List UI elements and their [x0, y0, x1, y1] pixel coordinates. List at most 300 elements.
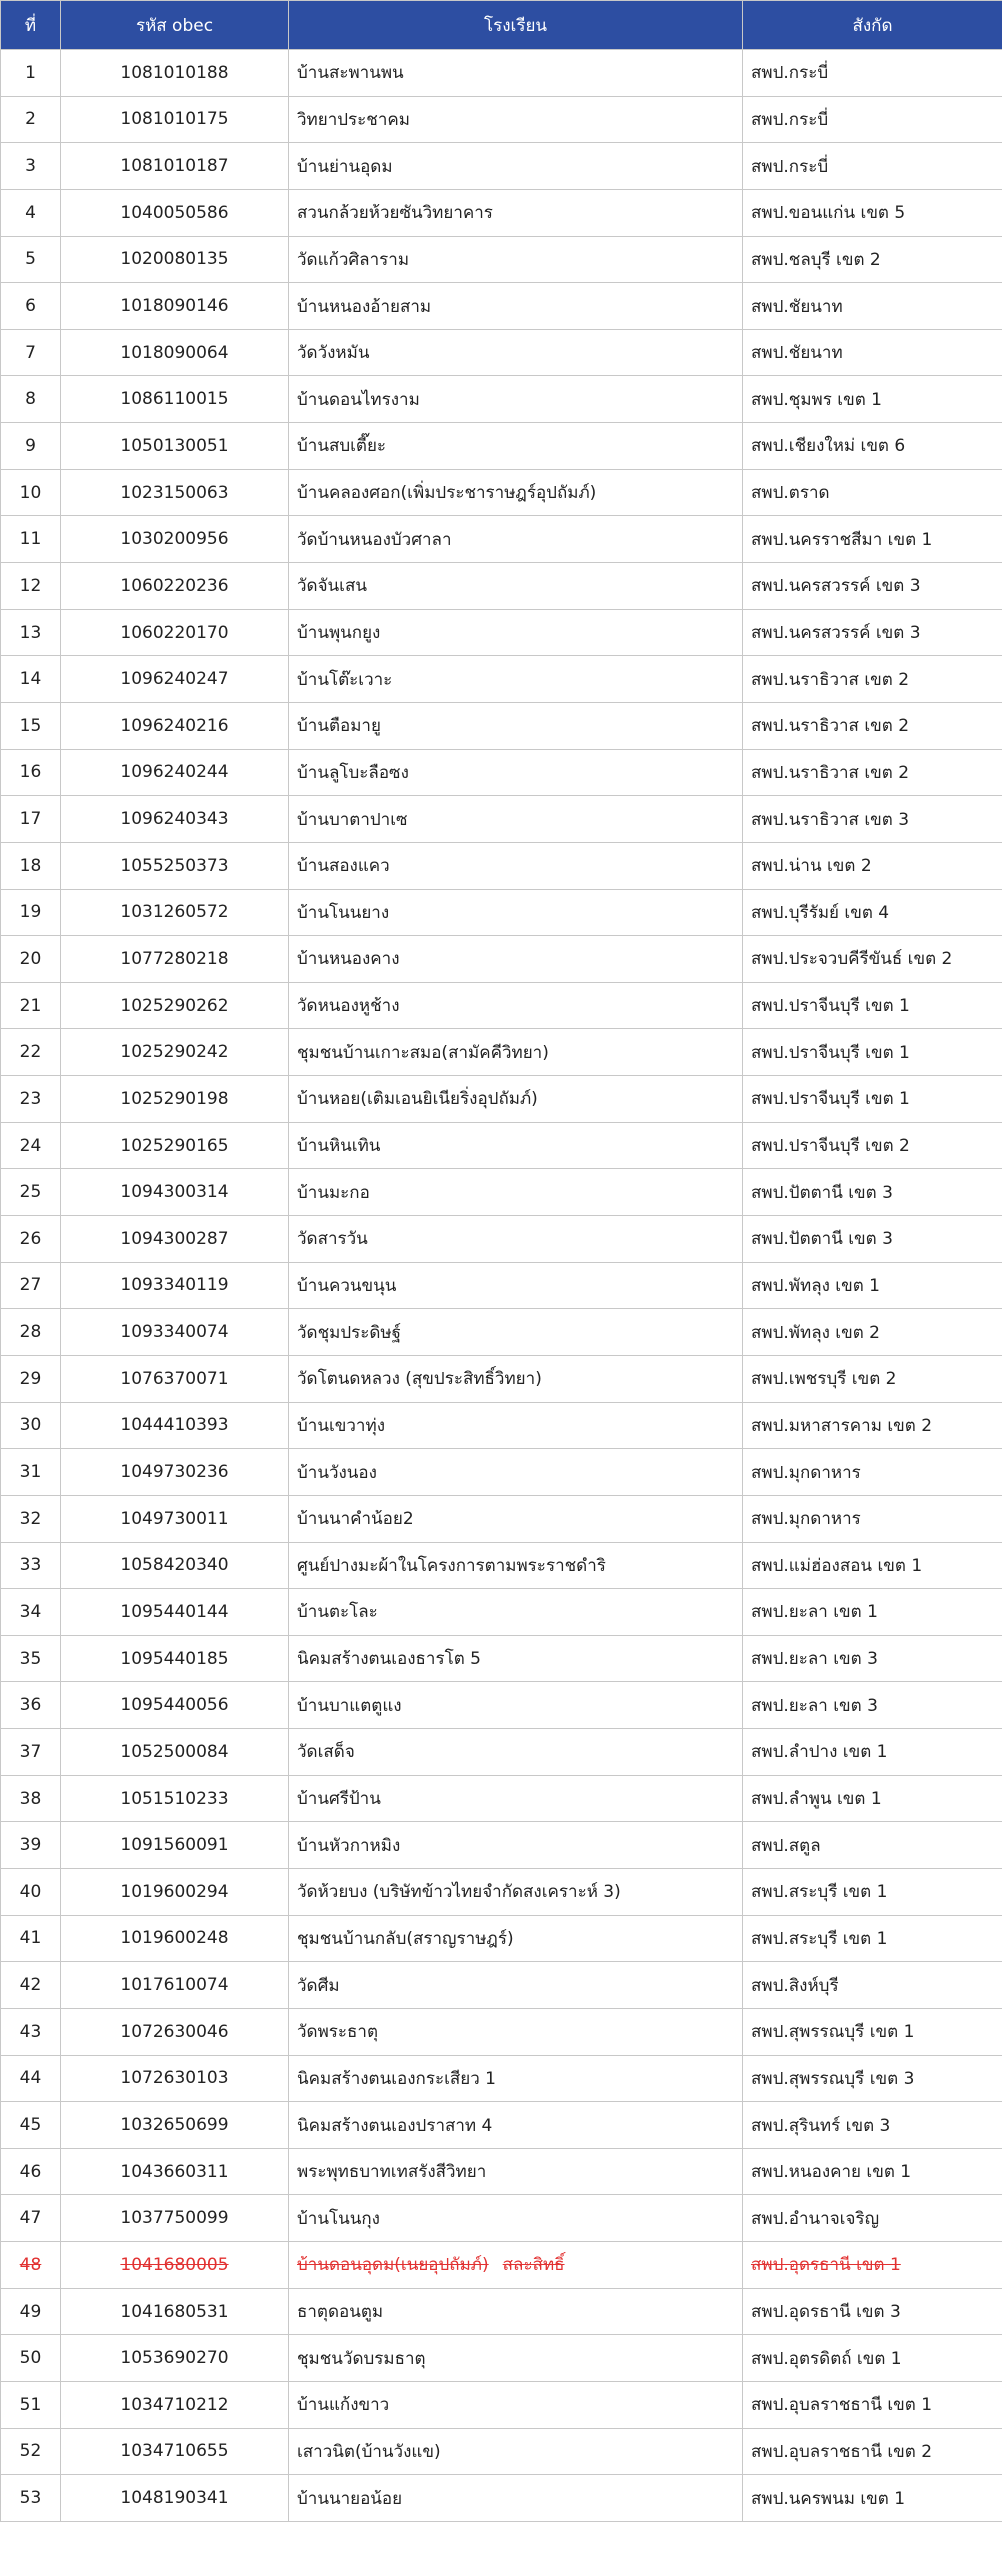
cell-school-text: วัดเสด็จ [297, 1742, 355, 1763]
table-row [1, 1262, 1002, 1309]
cell-school-text: วัดสารวัน [297, 1229, 368, 1250]
cell-affiliation-text: สพป.สิงห์บุรี [751, 1975, 839, 1996]
table-row [1, 1076, 1002, 1123]
cell-code [61, 2102, 289, 2149]
cell-school-text: บ้านพุนกยูง [297, 623, 381, 643]
cell-affiliation [743, 2428, 1002, 2475]
cell-no-text: 22 [19, 1042, 42, 1063]
cell-code [61, 1868, 289, 1915]
cell-code [61, 1822, 289, 1869]
cell-affiliation [743, 189, 1002, 236]
cell-school-text: นิคมสร้างตนเองปราสาท 4 [297, 2115, 493, 2136]
cell-no-text: 25 [19, 1182, 42, 1203]
table-row [1, 236, 1002, 283]
cell-school-text: บ้านหินเทิน [297, 1136, 381, 1157]
cell-affiliation [743, 702, 1002, 749]
cell-code [61, 1122, 289, 1169]
cell-no [1, 1962, 61, 2009]
cell-code [61, 1402, 289, 1449]
cell-affiliation [743, 1962, 1002, 2009]
cell-no-text: 23 [19, 1088, 42, 1109]
cell-school [289, 1076, 743, 1123]
cell-no-text: 37 [19, 1741, 42, 1762]
table-row [1, 423, 1002, 470]
table-row [1, 1216, 1002, 1263]
cell-code-text: 1019600294 [120, 1881, 229, 1902]
cell-school-text: บ้านนาคำน้อย2 [297, 1509, 414, 1530]
cell-school [289, 1029, 743, 1076]
cell-code [61, 1449, 289, 1496]
cell-affiliation-text: สพป.น่าน เขต 2 [751, 856, 872, 877]
table-row [1, 1682, 1002, 1729]
cell-no-text: 15 [19, 715, 42, 736]
cell-affiliation [743, 1542, 1002, 1589]
cell-affiliation-text: สพป.นครราชสีมา เขต 1 [751, 529, 933, 550]
cell-school-text: วัดจันเสน [297, 576, 367, 597]
cell-no-text: 18 [19, 855, 42, 876]
cell-school [289, 423, 743, 470]
cell-code [61, 2382, 289, 2429]
table-row [1, 2428, 1002, 2475]
cell-affiliation-text: สพป.มุกดาหาร [751, 1462, 861, 1483]
cell-no-text: 8 [25, 389, 36, 410]
cell-school-text: นิคมสร้างตนเองธารโต 5 [297, 1649, 481, 1670]
cell-affiliation [743, 2102, 1002, 2149]
cell-school-text: วิทยาประชาคม [297, 109, 410, 130]
cell-affiliation-text: สพป.มหาสารคาม เขต 2 [751, 1415, 933, 1436]
table-header [1, 1, 1002, 50]
cell-affiliation-text: สพป.กระบี่ [751, 109, 829, 130]
cell-no [1, 563, 61, 610]
cell-school-text: บ้านลูโบะลือซง [297, 762, 409, 783]
cell-affiliation-text: สพป.ชลบุรี เขต 2 [751, 249, 881, 270]
cell-affiliation [743, 1029, 1002, 1076]
table-row [1, 702, 1002, 749]
cell-affiliation [743, 609, 1002, 656]
cell-school [289, 96, 743, 143]
cell-school-text: บ้านสะพานพน [297, 63, 404, 84]
cell-no-text: 27 [19, 1275, 42, 1296]
cell-school [289, 1962, 743, 2009]
cell-school [289, 1868, 743, 1915]
table-row [1, 1449, 1002, 1496]
cell-affiliation-text: สพป.กระบี่ [751, 63, 829, 84]
table-row [1, 609, 1002, 656]
cell-code [61, 982, 289, 1029]
cell-code-text: 1025290198 [120, 1088, 229, 1109]
cell-school [289, 2242, 743, 2289]
cell-school [289, 2288, 743, 2335]
cell-code-text: 1017610074 [120, 1975, 229, 1996]
cell-no [1, 1729, 61, 1776]
cell-code [61, 1915, 289, 1962]
cell-code-text: 1043660311 [120, 2161, 229, 2182]
cell-school-text: บ้านหนองคาง [297, 949, 400, 970]
cell-school [289, 50, 743, 97]
cell-code [61, 936, 289, 983]
cell-code [61, 1682, 289, 1729]
cell-no [1, 2475, 61, 2522]
cell-school-text: บ้านบาตาปาเซ [297, 809, 408, 830]
table-row [1, 469, 1002, 516]
cell-affiliation [743, 2055, 1002, 2102]
cell-code-text: 1096240247 [120, 669, 229, 690]
cell-code [61, 1309, 289, 1356]
cell-code-text: 1025290262 [120, 995, 229, 1016]
cell-no-text: 3 [25, 156, 36, 177]
column-header-affiliation: สังกัด [743, 1, 1002, 50]
cell-school [289, 236, 743, 283]
cell-no-text: 10 [19, 482, 42, 503]
cell-school-text: ชุมชนวัดบรมธาตุ [297, 2348, 426, 2369]
cell-affiliation-text: สพป.สุพรรณบุรี เขต 3 [751, 2068, 915, 2089]
cell-no-text: 30 [19, 1415, 42, 1436]
cell-no [1, 1822, 61, 1869]
cell-code [61, 2288, 289, 2335]
cell-school [289, 329, 743, 376]
table-row [1, 143, 1002, 190]
cell-affiliation-text: สพป.สุพรรณบุรี เขต 1 [751, 2022, 915, 2043]
cell-school-text: ชุมชนบ้านเกาะสมอ(สามัคคีวิทยา) [297, 1042, 549, 1063]
cell-code [61, 889, 289, 936]
cell-no-text: 6 [25, 296, 36, 317]
cell-school [289, 1355, 743, 1402]
cell-no-text: 53 [19, 2488, 42, 2509]
column-header-code: รหัส obec [61, 1, 289, 50]
cell-affiliation [743, 1635, 1002, 1682]
table-row [1, 1309, 1002, 1356]
cell-school [289, 469, 743, 516]
table-row [1, 1729, 1002, 1776]
cell-no [1, 50, 61, 97]
cell-no-text: 1 [25, 62, 36, 83]
cell-affiliation [743, 1309, 1002, 1356]
cell-no-text: 12 [19, 575, 42, 596]
cell-affiliation-text: สพป.ปราจีนบุรี เขต 1 [751, 1042, 910, 1063]
cell-affiliation [743, 329, 1002, 376]
cell-no-text: 2 [25, 109, 36, 130]
cell-no [1, 96, 61, 143]
cell-affiliation-text: สพป.นราธิวาส เขต 2 [751, 762, 910, 783]
cell-no [1, 749, 61, 796]
cell-no-text: 42 [19, 1975, 42, 1996]
cell-code-text: 1077280218 [120, 948, 229, 969]
cell-code [61, 842, 289, 889]
cell-code-text: 1040050586 [120, 202, 229, 223]
cell-school-text: บ้านหอย(เติมเอนยิเนียริ่งอุปถัมภ์) [297, 1089, 538, 1110]
cell-school-text: บ้านมะกอ [297, 1182, 370, 1203]
cell-affiliation-text: สพป.ยะลา เขต 3 [751, 1649, 878, 1670]
cell-school [289, 702, 743, 749]
cell-no-text: 4 [25, 202, 36, 223]
cell-affiliation-text: สพป.ลำปาง เขต 1 [751, 1742, 888, 1763]
cell-no [1, 982, 61, 1029]
cell-school [289, 2148, 743, 2195]
cell-affiliation-text: สพป.ปราจีนบุรี เขต 2 [751, 1136, 910, 1157]
cell-no-text: 21 [19, 995, 42, 1016]
cell-affiliation [743, 1262, 1002, 1309]
cell-code-text: 1037750099 [120, 2208, 229, 2229]
cell-school [289, 516, 743, 563]
cell-no [1, 1775, 61, 1822]
table-row [1, 1635, 1002, 1682]
cell-school [289, 1915, 743, 1962]
cell-no [1, 2335, 61, 2382]
cell-no [1, 889, 61, 936]
cell-school-text: บ้านสบเตี๊ยะ [297, 436, 387, 457]
cell-no-text: 11 [19, 529, 42, 550]
cell-affiliation [743, 936, 1002, 983]
table-row [1, 982, 1002, 1029]
cell-affiliation [743, 96, 1002, 143]
cell-code [61, 702, 289, 749]
cell-code-text: 1096240216 [120, 715, 229, 736]
cell-affiliation-text: สพป.ขอนแก่น เขต 5 [751, 203, 906, 224]
cell-code-text: 1031260572 [120, 902, 229, 923]
cell-affiliation [743, 376, 1002, 423]
cell-no [1, 1635, 61, 1682]
table-row [1, 1029, 1002, 1076]
cell-code-text: 1072630103 [120, 2068, 229, 2089]
cell-affiliation-text: สพป.ปัตตานี เขต 3 [751, 1229, 893, 1250]
cell-no-text: 39 [19, 1835, 42, 1856]
cell-affiliation-text: สพป.พัทลุง เขต 2 [751, 1322, 881, 1343]
cell-no [1, 936, 61, 983]
cell-no [1, 1542, 61, 1589]
cell-no-text: 20 [19, 948, 42, 969]
cell-no-text: 41 [19, 1928, 42, 1949]
cell-school [289, 1449, 743, 1496]
cell-no-text: 33 [19, 1555, 42, 1576]
cell-no [1, 656, 61, 703]
cell-code [61, 1355, 289, 1402]
cell-no [1, 1122, 61, 1169]
cell-code [61, 50, 289, 97]
cell-no-text: 16 [19, 762, 42, 783]
cell-affiliation-text: สพป.ชัยนาท [751, 296, 843, 317]
table-row [1, 749, 1002, 796]
cell-school-text: บ้านเขวาทุ่ง [297, 1415, 385, 1436]
table-row [1, 2475, 1002, 2522]
cell-school [289, 1495, 743, 1542]
cell-code [61, 2055, 289, 2102]
cell-code-text: 1086110015 [120, 389, 229, 410]
table-row [1, 1915, 1002, 1962]
cell-affiliation [743, 1216, 1002, 1263]
cell-affiliation [743, 2242, 1002, 2289]
cell-affiliation-text: สพป.ปราจีนบุรี เขต 1 [751, 996, 910, 1017]
cell-code [61, 749, 289, 796]
cell-code [61, 563, 289, 610]
cell-school-text: บ้านหนองอ้ายสาม [297, 296, 432, 317]
cell-school [289, 2382, 743, 2429]
cell-school [289, 376, 743, 423]
cell-code [61, 143, 289, 190]
cell-no [1, 702, 61, 749]
cell-school-text: บ้านบาแตตูแง [297, 1695, 402, 1716]
cell-code [61, 1169, 289, 1216]
cell-no [1, 283, 61, 330]
cell-school [289, 749, 743, 796]
cell-code [61, 2148, 289, 2195]
cell-affiliation-text: สพป.เชียงใหม่ เขต 6 [751, 436, 906, 457]
cell-school-text: บ้านดอนไทรงาม [297, 389, 420, 410]
cell-affiliation [743, 2288, 1002, 2335]
cell-code [61, 609, 289, 656]
cell-code [61, 1729, 289, 1776]
cell-no [1, 189, 61, 236]
cell-no [1, 1216, 61, 1263]
cell-school [289, 1402, 743, 1449]
cell-code-text: 1072630046 [120, 2021, 229, 2042]
cell-code [61, 469, 289, 516]
cell-school-text: วัดหนองหูช้าง [297, 996, 400, 1017]
cell-code [61, 1262, 289, 1309]
cell-no [1, 2242, 61, 2289]
cell-affiliation-text: สพป.นราธิวาส เขต 2 [751, 669, 910, 690]
cell-affiliation [743, 1868, 1002, 1915]
cell-no [1, 376, 61, 423]
cell-no [1, 143, 61, 190]
cell-no-text: 7 [25, 342, 36, 363]
cell-affiliation-text: สพป.สตูล [751, 1835, 821, 1856]
cell-code-text: 1081010187 [120, 156, 229, 177]
cell-school-text: สวนกล้วยห้วยซันวิทยาคาร [297, 203, 493, 224]
table-row [1, 2335, 1002, 2382]
cell-code [61, 423, 289, 470]
cell-school [289, 982, 743, 1029]
cell-code [61, 189, 289, 236]
cell-affiliation [743, 50, 1002, 97]
cell-school [289, 609, 743, 656]
cell-school-text: ศูนย์ปางมะผ้าในโครงการตามพระราชดำริ [297, 1555, 606, 1576]
cell-code-text: 1093340119 [120, 1275, 229, 1296]
cell-no [1, 2428, 61, 2475]
cell-no [1, 1402, 61, 1449]
cell-no-text: 45 [19, 2115, 42, 2135]
cell-school-text: วัดห้วยบง (บริษัทข้าวไทยจำกัดสงเคราะห์ 3) [297, 1882, 621, 1903]
cell-no-text: 31 [19, 1462, 42, 1483]
cell-no [1, 236, 61, 283]
cell-code-text: 1051510233 [120, 1788, 229, 1809]
cell-school [289, 1729, 743, 1776]
cell-code [61, 376, 289, 423]
cell-no-text: 36 [19, 1695, 42, 1716]
cell-affiliation-text: สพป.นราธิวาส เขต 2 [751, 716, 910, 737]
table-row [1, 96, 1002, 143]
cell-affiliation-text: สพป.กระบี่ [751, 156, 829, 177]
cell-affiliation-text: สพป.มุกดาหาร [751, 1509, 861, 1530]
cell-affiliation [743, 2148, 1002, 2195]
cell-code-text: 1032650699 [120, 2115, 229, 2135]
cell-no-text: 38 [19, 1788, 42, 1809]
cell-code-text: 1094300314 [120, 1182, 229, 1203]
cell-no [1, 1589, 61, 1636]
cell-code-text: 1053690270 [120, 2348, 229, 2369]
cell-school-text: พระพุทธบาทเทสรังสีวิทยา [297, 2162, 487, 2183]
cell-no-text: 28 [19, 1322, 42, 1343]
cell-school-text: วัดศีม [297, 1975, 340, 1996]
cell-affiliation [743, 2382, 1002, 2429]
cell-affiliation [743, 283, 1002, 330]
cell-no-text: 32 [19, 1508, 42, 1529]
cell-school [289, 1822, 743, 1869]
cell-no [1, 2102, 61, 2149]
cell-affiliation-text: สพป.ลำพูน เขต 1 [751, 1789, 882, 1810]
cell-no-text: 46 [19, 2161, 42, 2182]
cell-no [1, 1169, 61, 1216]
cell-affiliation-text: สพป.สระบุรี เขต 1 [751, 1882, 888, 1903]
table-row [1, 1495, 1002, 1542]
cell-code [61, 516, 289, 563]
cell-code-text: 1041680531 [120, 2301, 229, 2322]
cell-affiliation-text: สพป.อุบลราชธานี เขต 1 [751, 2395, 933, 2416]
cell-school-text: วัดวังหมัน [297, 343, 370, 364]
cell-no [1, 842, 61, 889]
cell-school [289, 143, 743, 190]
cell-school-note: สละสิทธิ์ [502, 2255, 565, 2276]
cell-affiliation-text: สพป.ยะลา เขต 3 [751, 1695, 878, 1716]
table-row [1, 1868, 1002, 1915]
cell-code [61, 1076, 289, 1123]
cell-affiliation [743, 1449, 1002, 1496]
cell-affiliation-text: สพป.อุดรธานี เขต 1 [751, 2255, 901, 2276]
cell-code-text: 1041680005 [120, 2254, 229, 2275]
cell-code-text: 1050130051 [120, 435, 229, 456]
cell-school [289, 2428, 743, 2475]
cell-affiliation-text: สพป.ประจวบคีรีขันธ์ เขต 2 [751, 949, 953, 970]
cell-affiliation [743, 1076, 1002, 1123]
cell-affiliation [743, 1822, 1002, 1869]
table-row [1, 1542, 1002, 1589]
table-row [1, 2382, 1002, 2429]
cell-code-text: 1025290242 [120, 1042, 229, 1063]
cell-school [289, 1682, 743, 1729]
table-row [1, 842, 1002, 889]
cell-school [289, 1775, 743, 1822]
table-row [1, 796, 1002, 843]
cell-affiliation [743, 1682, 1002, 1729]
cell-no-text: 50 [19, 2348, 42, 2369]
cell-school [289, 2055, 743, 2102]
cell-affiliation [743, 2475, 1002, 2522]
cell-affiliation-text: สพป.ชัยนาท [751, 343, 843, 364]
cell-code [61, 1542, 289, 1589]
cell-code-text: 1095440056 [120, 1695, 229, 1716]
cell-code [61, 1495, 289, 1542]
table-row [1, 1775, 1002, 1822]
cell-school-text: บ้านโนนยาง [297, 902, 390, 923]
cell-affiliation [743, 563, 1002, 610]
cell-school [289, 796, 743, 843]
cell-school [289, 842, 743, 889]
cell-code [61, 1216, 289, 1263]
cell-affiliation-text: สพป.นครสวรรค์ เขต 3 [751, 576, 921, 597]
cell-school-text: วัดแก้วศิลาราม [297, 249, 410, 270]
cell-affiliation-text: สพป.สระบุรี เขต 1 [751, 1928, 888, 1949]
cell-school [289, 1122, 743, 1169]
table-row [1, 1402, 1002, 1449]
cell-no-text: 48 [19, 2254, 42, 2275]
cell-affiliation [743, 469, 1002, 516]
cell-no-text: 5 [25, 249, 36, 270]
cell-affiliation [743, 1122, 1002, 1169]
table-row [1, 2008, 1002, 2055]
cell-no [1, 1029, 61, 1076]
cell-code-text: 1034710212 [120, 2394, 229, 2415]
cell-no [1, 2288, 61, 2335]
cell-no [1, 2382, 61, 2429]
